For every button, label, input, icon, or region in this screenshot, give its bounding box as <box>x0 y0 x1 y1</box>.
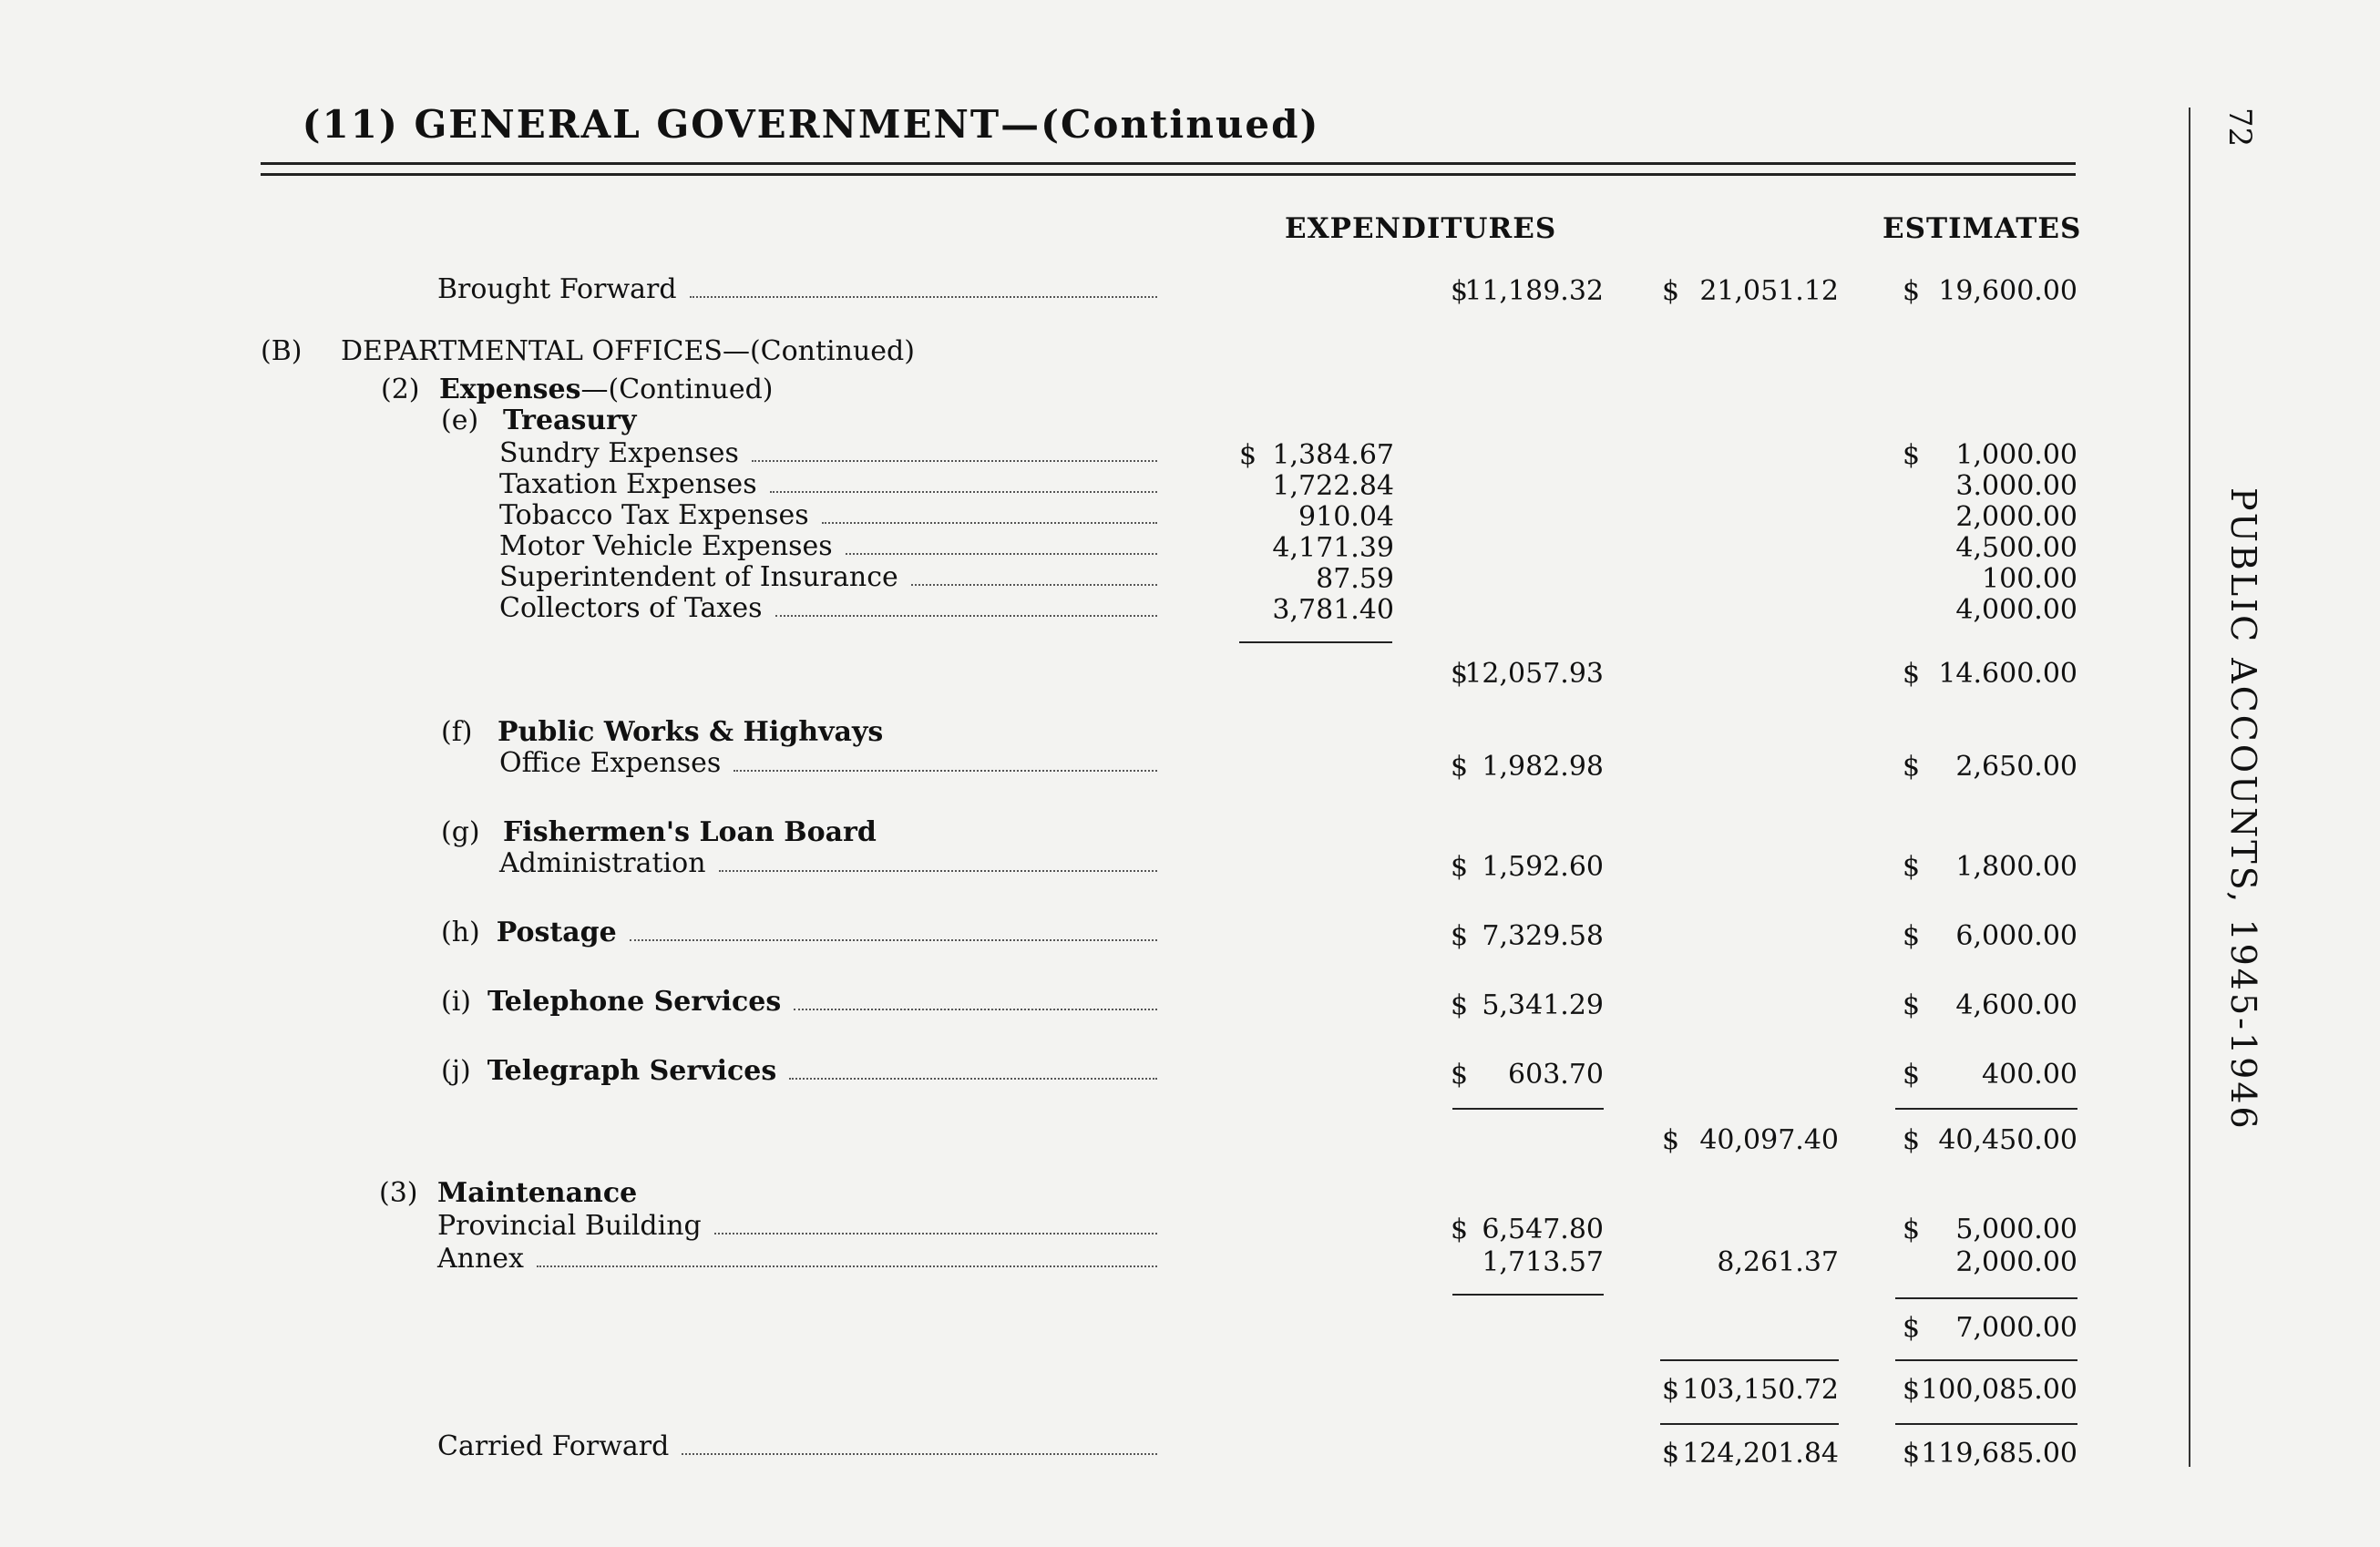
fishermen-item-label: Administration <box>499 847 1163 879</box>
treasury-item-label: Motor Vehicle Expenses <box>499 530 1163 562</box>
treasury-title: Treasury <box>503 405 637 436</box>
fishermen-marker: (g) <box>441 816 480 848</box>
expenses-total-estimate: 40,450.00 <box>1938 1124 2077 1156</box>
treasury-item-estimate: 4,500.00 <box>1955 532 2077 564</box>
maintenance-item-label: Provincial Building <box>437 1210 1163 1242</box>
subsection-title: Expenses—(Continued) <box>439 374 774 405</box>
expenses-total: 40,097.40 <box>1699 1124 1839 1156</box>
currency-sign: $ <box>1903 920 1921 952</box>
treasury-item-label: Sundry Expenses <box>499 437 1163 469</box>
subtotal-rule <box>1239 641 1392 643</box>
subsection-marker: (2) <box>381 374 420 405</box>
public-works-estimate: 2,650.00 <box>1955 751 2077 783</box>
department-total-estimate: 100,085.00 <box>1921 1374 2077 1406</box>
side-running-title: PUBLIC ACCOUNTS, 1945-1946 <box>2223 487 2263 1132</box>
treasury-item-label: Tobacco Tax Expenses <box>499 499 1163 531</box>
treasury-item-amount: 87.59 <box>1316 563 1394 595</box>
currency-sign: $ <box>1903 1374 1921 1406</box>
treasury-item-label: Collectors of Taxes <box>499 592 1163 624</box>
currency-sign: $ <box>1451 275 1469 307</box>
treasury-item-estimate: 4,000.00 <box>1955 594 2077 626</box>
total-rule <box>1660 1359 1839 1361</box>
currency-sign: $ <box>1903 851 1921 883</box>
subtotal-rule <box>1895 1297 2077 1299</box>
subtotal-rule <box>1452 1108 1604 1110</box>
currency-sign: $ <box>1903 1214 1921 1245</box>
public-works-title: Public Works & Highvays <box>498 716 884 748</box>
treasury-item-estimate: 3.000.00 <box>1955 470 2077 502</box>
page-title: (11) GENERAL GOVERNMENT—(Continued) <box>302 102 1320 147</box>
telegraph-label: (j) Telegraph Services <box>441 1055 1163 1087</box>
carried-forward-label: Carried Forward <box>437 1430 1163 1462</box>
column-header-estimates: ESTIMATES <box>1882 212 2082 245</box>
treasury-item-amount: 4,171.39 <box>1272 532 1394 564</box>
maintenance-item-estimate: 2,000.00 <box>1955 1246 2077 1278</box>
currency-sign: $ <box>1451 1059 1469 1091</box>
currency-sign: $ <box>1903 1438 1921 1470</box>
maintenance-item-estimate: 5,000.00 <box>1955 1214 2077 1245</box>
subtotal-rule <box>1452 1294 1604 1296</box>
currency-sign: $ <box>1903 1312 1921 1344</box>
treasury-total-estimate: 14.600.00 <box>1938 658 2077 690</box>
public-works-item-label: Office Expenses <box>499 747 1163 779</box>
subtotal-rule <box>1895 1108 2077 1110</box>
treasury-marker: (e) <box>441 405 479 436</box>
currency-sign: $ <box>1662 1124 1680 1156</box>
header-rule-top <box>261 162 2076 165</box>
currency-sign: $ <box>1451 1214 1469 1245</box>
currency-sign: $ <box>1662 275 1680 307</box>
postage-estimate: 6,000.00 <box>1955 920 2077 952</box>
maintenance-total-estimate: 7,000.00 <box>1955 1312 2077 1344</box>
maintenance-item-amount: 6,547.80 <box>1482 1214 1604 1245</box>
total-rule <box>1895 1423 2077 1425</box>
treasury-item-estimate: 100.00 <box>1982 563 2077 595</box>
treasury-total: 12,057.93 <box>1464 658 1604 690</box>
treasury-item-amount: 1,722.84 <box>1272 470 1394 502</box>
brought-forward-subtotal: 21,051.12 <box>1699 275 1839 307</box>
brought-forward-label: Brought Forward <box>437 273 1163 305</box>
section-title: DEPARTMENTAL OFFICES—(Continued) <box>341 335 915 367</box>
currency-sign: $ <box>1451 920 1469 952</box>
margin-line <box>2189 108 2190 1467</box>
telegraph-estimate: 400.00 <box>1982 1059 2077 1091</box>
treasury-item-amount: 1,384.67 <box>1272 439 1394 471</box>
department-total: 103,150.72 <box>1682 1374 1839 1406</box>
treasury-item-label: Superintendent of Insurance <box>499 561 1163 593</box>
public-works-amount: 1,982.98 <box>1482 751 1604 783</box>
currency-sign: $ <box>1903 751 1921 783</box>
page-number: 72 <box>2221 108 2258 148</box>
maintenance-marker: (3) <box>379 1177 418 1209</box>
section-marker: (B) <box>261 335 303 367</box>
currency-sign: $ <box>1903 1059 1921 1091</box>
treasury-item-estimate: 2,000.00 <box>1955 501 2077 533</box>
telegraph-amount: 603.70 <box>1508 1059 1604 1091</box>
total-rule <box>1895 1359 2077 1361</box>
fishermen-estimate: 1,800.00 <box>1955 851 2077 883</box>
currency-sign: $ <box>1239 439 1257 471</box>
treasury-item-label: Taxation Expenses <box>499 468 1163 500</box>
maintenance-item-amount: 1,713.57 <box>1482 1246 1604 1278</box>
currency-sign: $ <box>1451 751 1469 783</box>
postage-amount: 7,329.58 <box>1482 920 1604 952</box>
treasury-item-amount: 3,781.40 <box>1272 594 1394 626</box>
carried-forward-total: 124,201.84 <box>1682 1438 1839 1470</box>
brought-forward-expenditures: 11,189.32 <box>1464 275 1604 307</box>
currency-sign: $ <box>1903 1124 1921 1156</box>
telephone-amount: 5,341.29 <box>1482 989 1604 1021</box>
maintenance-item-label: Annex <box>437 1243 1163 1275</box>
carried-forward-estimate: 119,685.00 <box>1921 1438 2077 1470</box>
currency-sign: $ <box>1903 658 1921 690</box>
header-rule-bottom <box>261 173 2076 176</box>
treasury-item-estimate: 1,000.00 <box>1955 439 2077 471</box>
currency-sign: $ <box>1662 1438 1680 1470</box>
currency-sign: $ <box>1903 275 1921 307</box>
maintenance-subtotal: 8,261.37 <box>1717 1246 1839 1278</box>
currency-sign: $ <box>1903 439 1921 471</box>
currency-sign: $ <box>1451 658 1469 690</box>
column-header-expenditures: EXPENDITURES <box>1285 212 1557 245</box>
currency-sign: $ <box>1662 1374 1680 1406</box>
fishermen-title: Fishermen's Loan Board <box>503 816 877 848</box>
currency-sign: $ <box>1451 851 1469 883</box>
total-rule <box>1660 1423 1839 1425</box>
telephone-label: (i) Telephone Services <box>441 986 1163 1018</box>
maintenance-title: Maintenance <box>437 1177 638 1209</box>
currency-sign: $ <box>1451 989 1469 1021</box>
currency-sign: $ <box>1903 989 1921 1021</box>
treasury-item-amount: 910.04 <box>1298 501 1394 533</box>
telephone-estimate: 4,600.00 <box>1955 989 2077 1021</box>
brought-forward-estimates: 19,600.00 <box>1938 275 2077 307</box>
postage-label: (h) Postage <box>441 917 1163 948</box>
fishermen-amount: 1,592.60 <box>1482 851 1604 883</box>
public-works-marker: (f) <box>441 716 473 748</box>
